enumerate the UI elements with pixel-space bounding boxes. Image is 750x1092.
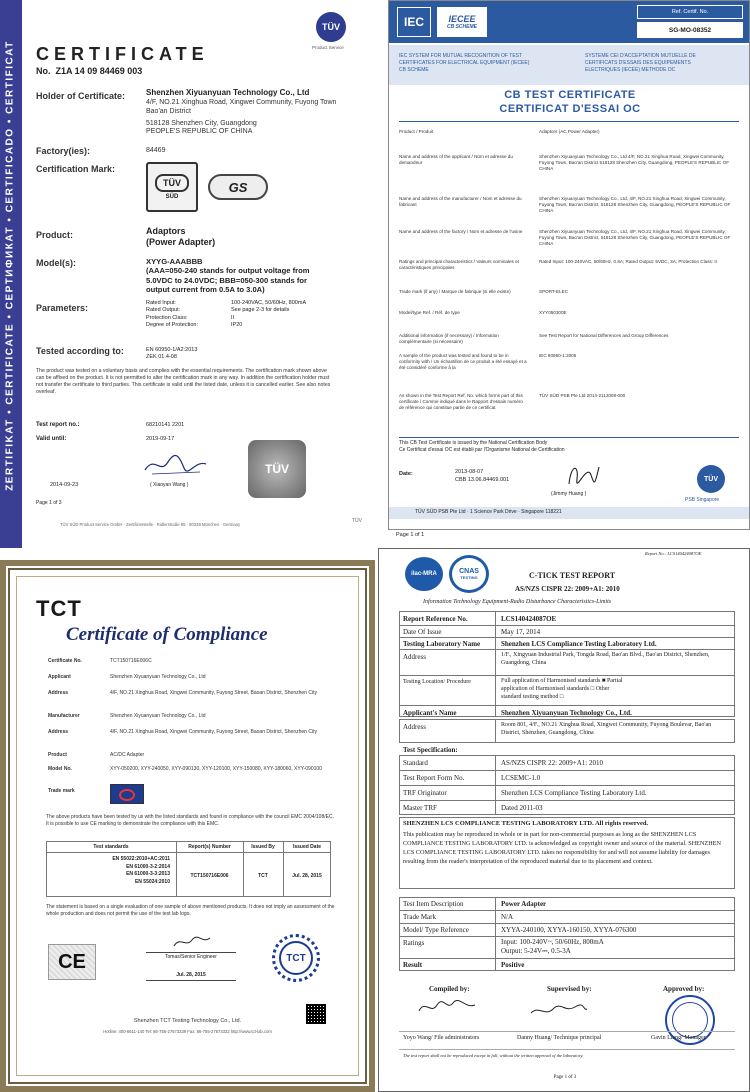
intro-en: IEC SYSTEM FOR MUTUAL RECOGNITION OF TEST CERTIFICATES FOR ELECTRICAL EQUIPMENT (IECEE) CB SCHEME: [399, 53, 530, 73]
ilac-logo-icon: ilac-MRA: [405, 557, 443, 591]
row-label: Name and address of the factory / Nom et adresse de l'usine: [399, 229, 523, 234]
row-value: Shenzhen Xiyuanyuan Technology Co., Ltd: [110, 713, 206, 719]
iec-logo-icon: IEC: [397, 7, 431, 37]
spec-row-label: Master TRF: [403, 804, 437, 812]
intro-fr: SYSTEME CEI D'ACCEPTATION MUTUELLE DE CERTIFICATS D'ESSAIS DES EQUIPEMENTS ELECTRIQUES (IECEE) METHODE OC: [585, 53, 696, 73]
spec-row-label: Test Report Form No.: [403, 774, 465, 782]
page-number: Page 1 of 3: [36, 500, 62, 506]
psb-caption: PSB Singapore: [685, 497, 720, 503]
item-value: Power Adapter: [501, 900, 547, 908]
row-value: AC/DC Adapter: [110, 752, 145, 758]
params-list: Rated Input: 100-240VAC, 50/60Hz, 800mA Rated Output: See page 2-3 for details Protection Class: II Degree of Protection: IP20: [146, 300, 307, 329]
row-label: Model No.: [48, 766, 72, 772]
row-value: 4/F, NO.21 Xinghua Road, Xingwei Community, Fuyong Street, Baoan District, Shenzhen City: [110, 729, 317, 735]
row-label: Additional information (if necessary) / Information complémentaire (si nécessaire): [399, 333, 499, 345]
row-label: Date Of Issue: [403, 628, 442, 636]
signature-icon: [140, 450, 210, 478]
lcs-footer: The test report shall not be reproduced except in full, without the written approval of the laboratory.: [403, 1053, 584, 1058]
signature-icon: [417, 997, 477, 1019]
copyright-text: This publication may be reproduced in whole or in part for non-commercial purposes as long as the SHENZHEN LCS COMPLIANCE TESTING LABORATORY LTD. is acknowledged as copyright owner and source of the material. SHENZHEN LCS COMPLIANCE TESTING LABORATORY LTD. takes no responsibility for and will not assume liability for damages resulting from the reader's interpretation of the reproduced material due to its placement and context.: [403, 831, 721, 865]
lcs-page: Page 1 of 3: [553, 1075, 577, 1080]
signer: ( Xiaoyan Wang ): [150, 482, 189, 488]
row-label: Address: [403, 723, 426, 731]
holder-label: Holder of Certificate:: [36, 91, 126, 101]
factory-value: 84469: [146, 147, 166, 154]
iec-address: TÜV SÜD PSB Pte Ltd · 1 Science Park Drive · Singapore 118221: [415, 509, 562, 515]
row-label: Applicant: [48, 674, 71, 680]
holder-address: 4/F, NO.21 Xinghua Road, Xingwei Community, Fuyong Town Bao'an District 518128 Shenzhen City, Guangdong PEOPLE'S REPUBLIC OF CHINA: [146, 99, 337, 136]
tct-note: The statement is based on a single evaluation of one sample of above mentioned products. It does not imply an assessment of the whole production and does not permit the use of the test lab logo.: [46, 904, 335, 917]
row-label: Trade mark: [48, 788, 75, 794]
tested-label: Tested according to:: [36, 346, 124, 356]
cert-date: 2014-09-23: [50, 482, 79, 488]
row-value: 1/F., Xingyuan Industrial Park, Tongda Road, Bao'an Blvd., Bao'an District, Shenzhen, Guangdong, China: [501, 652, 710, 666]
row-value: XYY050300E: [539, 310, 567, 315]
row-value: See Test Report for National Differences and Group Differences: [539, 333, 669, 338]
row-label: Certificate No.: [48, 658, 82, 664]
row-value: Shenzhen Xiyuanyuan Technology Co., Ltd, 4/F, NO.21 Xinghua Road, Xingwei Community, Fuyong Town, Bao'an District, 518128 Shenzhen City, Guangdong, PEOPLE'S REPUBLIC OF CHINA: [539, 229, 731, 247]
models-value: XYYG-AAABBB (AAA=050-240 stands for output voltage from 5.0VDC to 24.0VDC; BBB=050-300 stands for output current from 0.5A to 3.0A): [146, 257, 310, 294]
tct-footer: Shenzhen TCT Testing Technology Co., Ltd.: [133, 1018, 242, 1024]
item-label: Test Item Description: [403, 900, 464, 908]
item-value: Positive: [501, 961, 525, 969]
compiler: Yoyo Wang/ File administrators: [403, 1035, 480, 1041]
report-desc: Information Technology Equipment-Radio Disturbance Characteristics-Limits: [423, 599, 612, 605]
gs-mark-icon: GS: [208, 174, 268, 200]
row-label: Testing Laboratory Name: [403, 640, 481, 648]
row-value: Adaptors (AC Power Adapter): [539, 129, 600, 134]
row-label: Testing Location/ Procedure: [403, 679, 471, 685]
row-value: Room 801, 4/F., NO.21 Xinghua Road, Xingwei Community, Fuyong Boulevar, Bao'an District, Shenzhen, Guangdong, China: [501, 722, 712, 736]
signature-icon: [561, 459, 601, 489]
mark-label: Certification Mark:: [36, 164, 116, 174]
row-label: Name and address of the applicant / Nom et adresse du demandeur: [399, 154, 513, 166]
tuv-certificate: [0, 0, 383, 548]
tested-value: EN 60950-1/A2:2013 ZEK 01.4-08: [146, 347, 198, 361]
hologram-seal-icon: TÜV: [248, 440, 306, 498]
copyright-title: SHENZHEN LCS COMPLIANCE TESTING LABORATORY LTD. All rights reserved.: [403, 820, 649, 827]
certificate-title: CERTIFICATE: [36, 44, 209, 64]
table-header: Issued Date: [292, 844, 322, 850]
row-label: Address: [48, 729, 69, 735]
row-label: Manufacturer: [48, 713, 80, 719]
lcs-ctick-report: [378, 548, 750, 1092]
row-value: TÜV SÜD PSB Pte Ltd 2014-2112008-000: [539, 393, 626, 398]
product-value: Adaptors (Power Adapter): [146, 226, 216, 247]
row-value: LCS140424087OE: [501, 615, 557, 623]
holder-name: Shenzhen Xiyuanyuan Technology Co., Ltd: [146, 88, 310, 97]
strip-text: ZERTIFIKAT • CERTIFICATE • СЕРТИФИКАТ • CERTIFICADO • CERTIFICAT: [4, 40, 16, 491]
signature-icon: [172, 934, 212, 950]
row-label: Name and address of the manufacturer / Nom et adresse du fabricant: [399, 196, 522, 208]
row-label: Address: [48, 690, 69, 696]
params-label: Parameters:: [36, 303, 89, 313]
report-value: 68210141 2201: [146, 422, 185, 428]
row-label: Report Reference No.: [403, 615, 468, 623]
tuv-logo-icon: TÜV: [316, 12, 346, 42]
iec-signer: (Jimmy Huang ): [551, 491, 587, 497]
compiled-label: Compiled by:: [429, 985, 470, 993]
row-label: A sample of the product was tested and found to be in conformity with / Un échantillon de ce produit a été essayé et a été considéré conforme à la: [399, 353, 527, 371]
table-header: Test standards: [93, 844, 129, 850]
item-value: Input: 100-240V~, 50/60Hz, 800mA Output: 5-24V⎓, 0.5-3A: [501, 938, 604, 956]
spec-row-value: AS/NZS CISPR 22: 2009+A1: 2010: [501, 759, 603, 767]
issued-line-fr: Ce Certificat d'essai OC est établi par l'Organisme National de Certification: [399, 447, 565, 453]
spec-row-value: Shenzhen LCS Compliance Testing Laboratory Ltd.: [501, 789, 647, 797]
table-header: Report(s) Number: [188, 844, 231, 850]
spec-row-label: Standard: [403, 759, 428, 767]
tuv-mark-icon: TÜV SÜD: [146, 162, 198, 212]
tct-certificate: [0, 560, 375, 1092]
row-value: Rated Input: 100-240VAC, 50/60Hz, 0.8A; Rated Output: 5VDC, 3A; Protection Class: II: [539, 259, 717, 264]
row-value: IEC 60950-1:2005: [539, 353, 577, 358]
row-value: May 17, 2014: [501, 628, 541, 636]
row-value: Shenzhen Xiyuanyuan Technology Co., Ltd: [110, 674, 206, 680]
report-number: TCT150716E006: [190, 873, 229, 879]
supervised-label: Supervised by:: [547, 985, 592, 993]
date-label: Date:: [399, 471, 413, 477]
product-label: Product:: [36, 230, 73, 240]
item-table: [399, 897, 735, 971]
tct-seal-icon: TCT: [272, 934, 320, 982]
supervisor: Danny Huang/ Technique principal: [517, 1035, 602, 1041]
sign-date: Jul. 28, 2015: [176, 972, 206, 978]
row-value: Full application of Harmonised standards ■ Partial application of Harmonised standards □ Other standard testing method □: [501, 678, 623, 700]
valid-value: 2019-09-17: [146, 436, 175, 442]
iecee-logo-icon: IECEE CB SCHEME: [437, 7, 487, 37]
models-label: Model(s):: [36, 258, 76, 268]
footer-logo: TÜV: [352, 518, 362, 524]
row-value: SPORT-ELEC: [539, 289, 569, 294]
item-label: Result: [403, 961, 423, 969]
row-label: Product: [48, 752, 67, 758]
issued-by: TCT: [258, 873, 268, 879]
row-value: 4/F, NO.21 Xinghua Road, Xingwei Community, Fuyong Street, Baoan District, Shenzhen City: [110, 690, 317, 696]
row-label: As shown in the Test Report Ref. No. which forms part of this certificate / Comme indiqué dans le Rapport d'essais numéro de référence qui constitue partie de ce certificat: [399, 393, 523, 411]
tct-statement: The above products have been tested by us with the listed standards and found in compliance with the council EMC 2004/108/EC. It is possible to use CE marking to demonstrate the compliance with this EMC.: [46, 814, 334, 827]
row-label: Ratings and principal characteristics / Valeurs nominales et caractéristiques principales: [399, 259, 519, 271]
spec-row-value: Dated 2011-03: [501, 804, 543, 812]
item-value: N/A: [501, 913, 514, 921]
spec-label: Test Specification:: [403, 746, 458, 754]
psb-logo-icon: TÜV: [697, 465, 725, 493]
side-strip: [0, 0, 22, 548]
statement: The product was tested on a voluntary basis and complies with the essential requirements. The certification mark shown above can be affixed on the product. It is not permitted to alter the certification mark in any way. In addition the certification holder must not transfer the certificate to third parties. This certificate is valid until the listed date, unless it is cancelled earlier. See also notes overleaf.: [36, 368, 331, 396]
factory-label: Factory(ies):: [36, 146, 91, 156]
row-label: Product / Produit: [399, 129, 434, 134]
trademark-logo-icon: [110, 784, 144, 804]
item-label: Model/ Type Reference: [403, 926, 469, 934]
row-value: Shenzhen Xiyuanyuan Technology Co., Ltd 4/F, NO.21 Xinghua Road, Xingwei Community, Fuyong Town, Bao'an District 518128 Shenzhen City, Guangdong, PEOPLE'S REPUBLIC OF CHINA: [539, 154, 730, 172]
certificate-number: No. Z1A 14 09 84469 003: [36, 66, 143, 76]
row-value: XYY-050200, XYY-240050, XYY-090130, XYY-120100, XYY-150080, XYY-180060, XYY-090100: [110, 766, 322, 772]
signer-title: Tomas/Senior Engineer: [165, 954, 217, 960]
row-label: Model/type Ref. / Réf. de type: [399, 310, 460, 315]
standards-list: EN 55022:2010+AC:2011 EN 61000-3-2:2014 EN 61000-3-3:2013 EN 55024:2010: [112, 856, 170, 885]
footer: TÜV SÜD Product Service GmbH · Zertifizierstelle · Ridlerstraße 65 · 80339 München · Germany: [60, 522, 241, 527]
approver: Gavin Liang/ Manager: [651, 1035, 706, 1041]
valid-label: Valid until:: [36, 436, 67, 442]
issued-date: Jul. 28, 2015: [292, 873, 322, 879]
row-value: Shenzhen Xiyuanyuan Technology Co., Ltd, 4/F, NO.21 Xinghua Road, Xingwei Community, Fuyong Town, Bao'an District, 518128 Shenzhen City, Guangdong, PEOPLE'S REPUBLIC OF CHINA: [539, 196, 731, 214]
ref-value: SG-MO-08352: [637, 22, 743, 38]
table-header: Issued By: [251, 844, 275, 850]
signature-icon: [529, 1001, 589, 1021]
date-block: 2013-08-07 CBB 13.06.84469.001: [455, 469, 510, 483]
tct-logo: TCT: [36, 596, 82, 621]
cnas-logo-icon: CNAS TESTING: [449, 555, 489, 593]
spec-row-value: LCSEMC-1.0: [501, 774, 541, 782]
row-label: Trade mark (if any) / Marque de fabrique (si elle existe): [399, 289, 511, 294]
lcs-top-ref: Report No.: LCS140424087OE: [645, 551, 702, 556]
report-subtitle: AS/NZS CISPR 22: 2009+A1: 2010: [515, 585, 620, 593]
item-label: Ratings: [403, 939, 425, 947]
row-value: Shenzhen Xiyuanyuan Technology Co., Ltd.: [501, 709, 632, 717]
issued-line: This CB Test Certificate is issued by the National Certification Body: [399, 440, 548, 446]
report-label: Test report no.:: [36, 422, 80, 428]
row-value: Shenzhen LCS Compliance Testing Laboratory Ltd.: [501, 640, 657, 648]
cb-title-fr: CERTIFICAT D'ESSAI OC: [499, 103, 641, 115]
item-label: Trade Mark: [403, 913, 436, 921]
row-label: Address: [403, 653, 426, 661]
iec-cb-certificate: [388, 0, 750, 530]
iec-page: Page 1 of 1: [396, 532, 425, 538]
report-title: C-TICK TEST REPORT: [529, 571, 616, 580]
item-value: XYYA-240100, XYYA-160150, XYYA-076300: [501, 926, 637, 934]
row-label: Applicant's Name: [403, 709, 457, 717]
logo-caption: Product Service: [312, 45, 344, 50]
row-value: TCT150716E006C: [110, 658, 152, 664]
tct-title: Certificate of Compliance: [66, 624, 268, 645]
approved-label: Approved by:: [663, 985, 705, 993]
spec-row-label: TRF Originator: [403, 789, 447, 797]
ref-label: Ref. Certif. No.: [637, 5, 743, 19]
cb-title: CB TEST CERTIFICATE: [504, 89, 636, 101]
tct-footer-contact: Hotline: 400-6611-140 Tel: 86-755-27673339 Fax: 86-755-27673332 http://www.tct-lab.com: [103, 1029, 272, 1034]
ce-mark-icon: CE: [48, 944, 96, 980]
